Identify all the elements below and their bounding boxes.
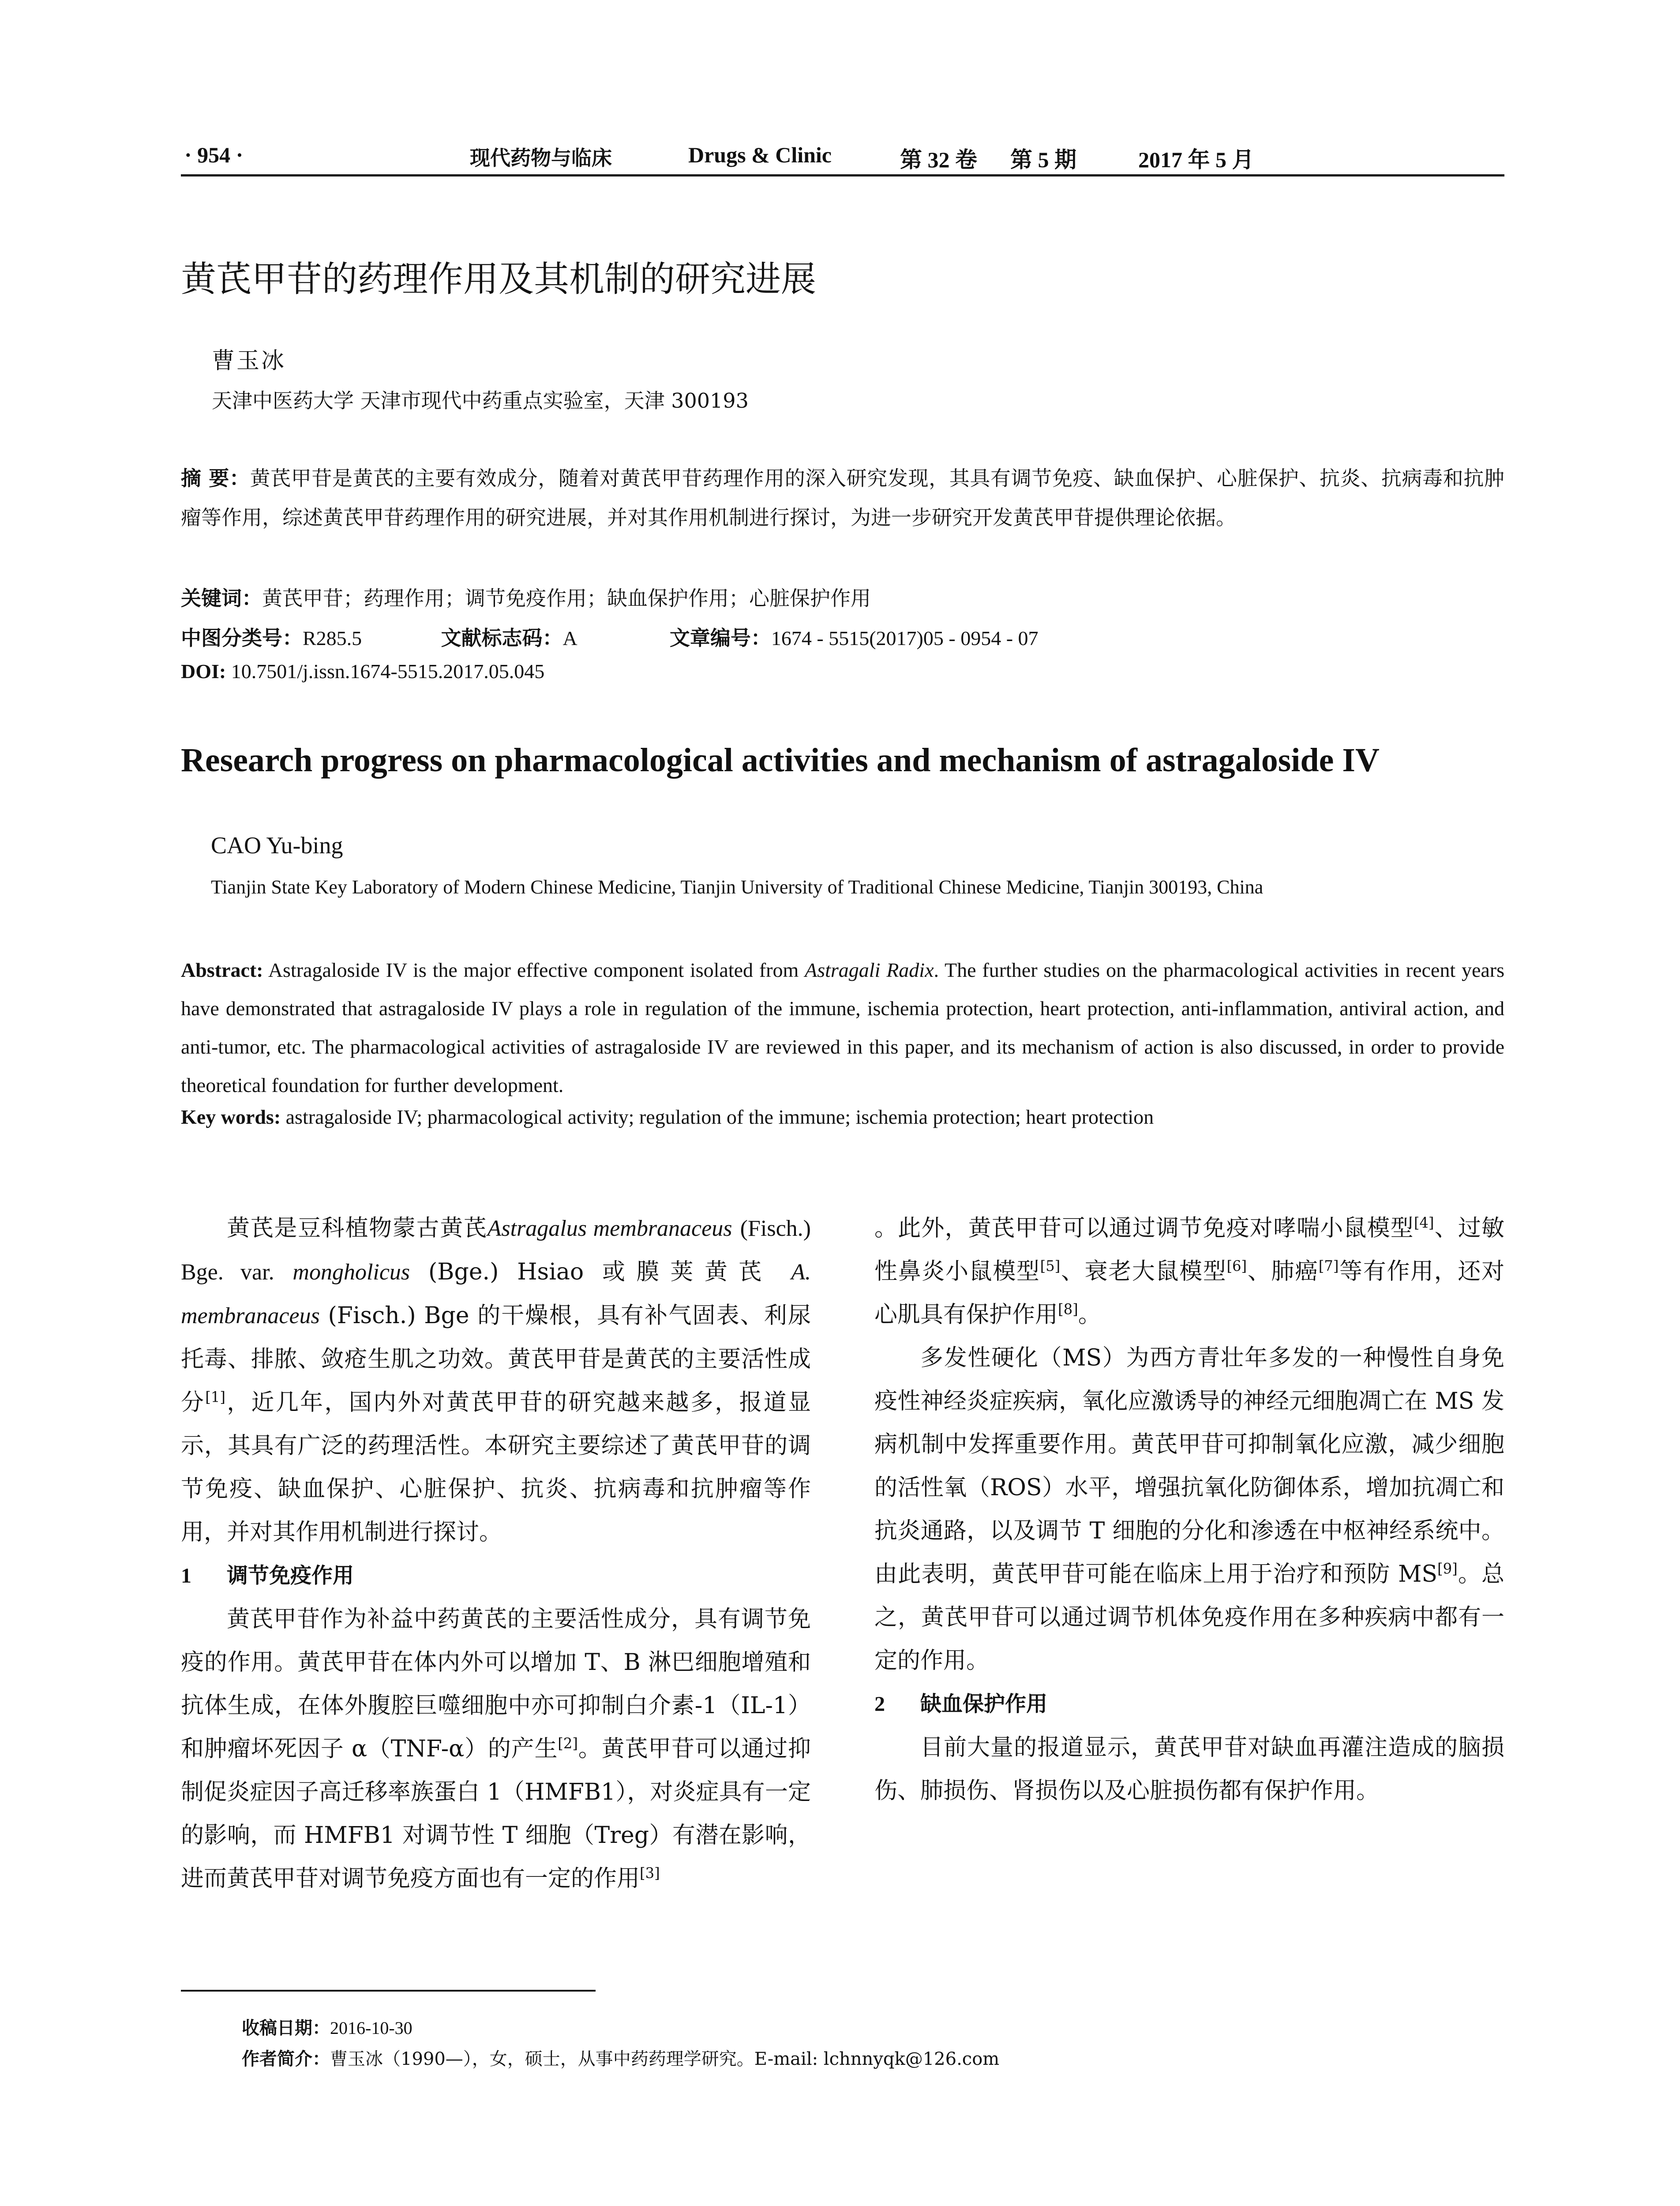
footnote-author <box>242 2045 999 2070</box>
citation-ref[interactable]: [9] <box>1437 1560 1458 1577</box>
citation-ref[interactable]: [5] <box>1040 1257 1061 1275</box>
citation-ref[interactable]: [4] <box>1414 1214 1434 1231</box>
author-cn: 曹玉冰 <box>212 348 286 374</box>
species-name: A. membranaceus <box>181 1260 811 1328</box>
intro-text: ，近几年，国内外对黄芪甲苷的研究越来越多，报道显示，其具有广泛的药理活性。本研究主要综述了黄芪甲苷的调节免疫、缺血保护、心脏保护、抗炎、抗病毒和抗肿瘤等作用，并对其作用机制进行探讨。 <box>181 1389 811 1546</box>
intro-text: (Fisch.) Bge 的干燥根，具有补气固表、利尿托毒、排脓、敛疮生肌之功效。黄芪甲苷是黄芪的主要活性成分 <box>181 1302 811 1416</box>
section-number: 1 <box>181 1564 191 1587</box>
page-number: · 954 · <box>184 143 244 167</box>
abstract-cn-label: 摘 要： <box>181 466 250 490</box>
abstract-en-text-1: Astragaloside IV is the major effective component isolated from <box>268 959 799 981</box>
ms-paragraph <box>874 1336 1504 1682</box>
keywords-cn-text: 黄芪甲苷；药理作用；调节免疫作用；缺血保护作用；心脏保护作用 <box>262 586 871 610</box>
footnote-received <box>242 2014 412 2039</box>
volume: 第 32 卷 <box>900 147 977 172</box>
doi-link[interactable]: 10.7501/j.issn.1674-5515.2017.05.045 <box>231 660 545 683</box>
clc-value: R285.5 <box>303 627 362 649</box>
issue-date: 2017 年 5 月 <box>1138 147 1254 172</box>
body-column-left <box>181 1207 811 1900</box>
body-text: 等有作用，还对心肌具有保护作用 <box>874 1258 1504 1328</box>
abstract-en-text-2: . The further studies on the pharmacological activities in recent years have demonstrated that astragaloside IV plays a role in regulation of the immune, ischemia protection, heart protection, anti-inflammation, antiviral action, and anti-tumor, etc. The pharmacological activities of astragaloside IV are reviewed in this paper, and its mechanism of action is also discussed, in order to provide theoretical foundation for further development. <box>181 959 1504 1096</box>
article-title-cn: 黄芪甲苷的药理作用及其机制的研究进展 <box>181 259 816 300</box>
section-1-paragraph-continued <box>874 1207 1504 1336</box>
section-title: 缺血保护作用 <box>920 1692 1048 1716</box>
article-title-en: Research progress on pharmacological activities and mechanism of astragaloside IV <box>181 742 1380 779</box>
classification-row <box>181 622 1039 651</box>
article-no-value: 1674 - 5515(2017)05 - 0954 - 07 <box>771 627 1039 649</box>
keywords-cn <box>181 582 871 612</box>
author-info: 曹玉冰（1990—），女，硕士，从事中药药理学研究。E-mail: lchnnyqk@126.com <box>330 2049 1000 2069</box>
header-rule <box>181 174 1504 176</box>
doi-label: DOI: <box>181 660 226 683</box>
abstract-cn-text: 黄芪甲苷是黄芪的主要有效成分，随着对黄芪甲苷药理作用的深入研究发现，其具有调节免疫、缺血保护、心脏保护、抗炎、抗病毒和抗肿瘤等作用，综述黄芪甲苷药理作用的研究进展，并对其作用机制进行探讨，为进一步研究开发黄芪甲苷提供理论依据。 <box>181 466 1505 529</box>
citation-ref[interactable]: [8] <box>1058 1301 1078 1318</box>
affiliation-en: Tianjin State Key Laboratory of Modern Chinese Medicine, Tianjin University of Traditional Chinese Medicine, Tianjin 300193, China <box>211 876 1264 898</box>
footnote-rule <box>181 1990 596 1992</box>
journal-name-en: Drugs & Clinic <box>688 143 832 167</box>
body-text: 、肺癌 <box>1247 1258 1319 1285</box>
section-2-heading <box>874 1682 1504 1726</box>
citation-ref[interactable]: [7] <box>1318 1257 1339 1275</box>
abstract-cn <box>181 459 1504 537</box>
keywords-en <box>181 1105 1154 1129</box>
clc-label: 中图分类号： <box>181 626 303 650</box>
body-text: 。总之，黄芪甲苷可以通过调节机体免疫作用在多种疾病中都有一定的作用。 <box>874 1561 1504 1674</box>
doc-code-label: 文献标志码： <box>441 626 563 650</box>
species-name: Astragalus membranaceus <box>487 1216 732 1241</box>
variety-name: mongholicus <box>292 1260 410 1285</box>
citation-ref[interactable]: [3] <box>640 1865 660 1882</box>
keywords-en-text: astragaloside IV; pharmacological activity; regulation of the immune; ischemia protection; heart protection <box>285 1106 1154 1128</box>
doc-code-value: A <box>562 627 578 649</box>
intro-paragraph <box>181 1207 811 1554</box>
body-text: 多发性硬化（MS）为西方青壮年多发的一种慢性自身免疫性神经炎症疾病，氧化应激诱导的神经元细胞凋亡在 MS 发病机制中发挥重要作用。黄芪甲苷可抑制氧化应激，减少细胞的活性氧（ROS）水平，增强抗氧化防御体系，增加抗凋亡和抗炎通路，以及调节 T 细胞的分化和渗透在中枢神经系统中。由此表明，黄芪甲苷可能在临床上用于治疗和预防 MS <box>874 1345 1504 1587</box>
author-info-label: 作者简介： <box>242 2049 330 2069</box>
citation-ref[interactable]: [6] <box>1226 1257 1247 1275</box>
received-date: 2016-10-30 <box>330 2018 412 2038</box>
received-label: 收稿日期： <box>242 2018 330 2038</box>
intro-text: 黄芪是豆科植物蒙古黄芪 <box>227 1215 488 1242</box>
body-text: 。黄芪甲苷可以通过抑制促炎症因子高迁移率族蛋白 1（HMFB1），对炎症具有一定的影响，而 HMFB1 对调节性 T 细胞（Treg）有潜在影响，进而黄芪甲苷对调节免疫方面也有一定的作用 <box>181 1736 811 1892</box>
abstract-en-label: Abstract: <box>181 959 263 981</box>
issue: 第 5 期 <box>1010 147 1076 172</box>
section-number: 2 <box>874 1692 885 1716</box>
section-2-paragraph: 目前大量的报道显示，黄芪甲苷对缺血再灌注造成的脑损伤、肺损伤、肾损伤以及心脏损伤都有保护作用。 <box>874 1734 1504 1804</box>
section-title: 调节免疫作用 <box>227 1563 354 1588</box>
keywords-cn-label: 关键词： <box>181 586 262 610</box>
section-1-heading <box>181 1554 811 1598</box>
doi <box>181 660 544 683</box>
citation-ref[interactable]: [1] <box>205 1388 225 1406</box>
body-text: 、衰老大鼠模型 <box>1060 1258 1227 1285</box>
intro-text: (Bge.) Hsiao 或膜荚黄芪 <box>428 1259 773 1285</box>
section-1-paragraph <box>181 1598 811 1900</box>
body-text: 。此外，黄芪甲苷可以通过调节免疫对哮喘小鼠模型 <box>874 1215 1414 1242</box>
affiliation-cn: 天津中医药大学 天津市现代中药重点实验室，天津 300193 <box>212 389 749 413</box>
intro-text: (Fisch.) Bge. var. <box>181 1216 811 1285</box>
journal-name-cn: 现代药物与临床 <box>470 147 612 169</box>
article-no-label: 文章编号： <box>669 626 771 650</box>
body-text: 、过敏性鼻炎小鼠模型 <box>874 1215 1504 1285</box>
body-text: 黄芪甲苷作为补益中药黄芪的主要活性成分，具有调节免疫的作用。黄芪甲苷在体内外可以增加 T、B 淋巴细胞增殖和抗体生成，在体外腹腔巨噬细胞中亦可抑制白介素-1（IL-1）和肿瘤坏死因子 α（TNF-α）的产生 <box>181 1606 811 1762</box>
author-en: CAO Yu-bing <box>211 832 343 859</box>
abstract-en <box>181 951 1504 1104</box>
keywords-en-label: Key words: <box>181 1106 281 1128</box>
body-column-right <box>874 1207 1504 1812</box>
body-text: 。 <box>1078 1302 1101 1328</box>
citation-ref[interactable]: [2] <box>558 1735 578 1752</box>
abstract-en-species: Astragali Radix <box>805 959 934 981</box>
